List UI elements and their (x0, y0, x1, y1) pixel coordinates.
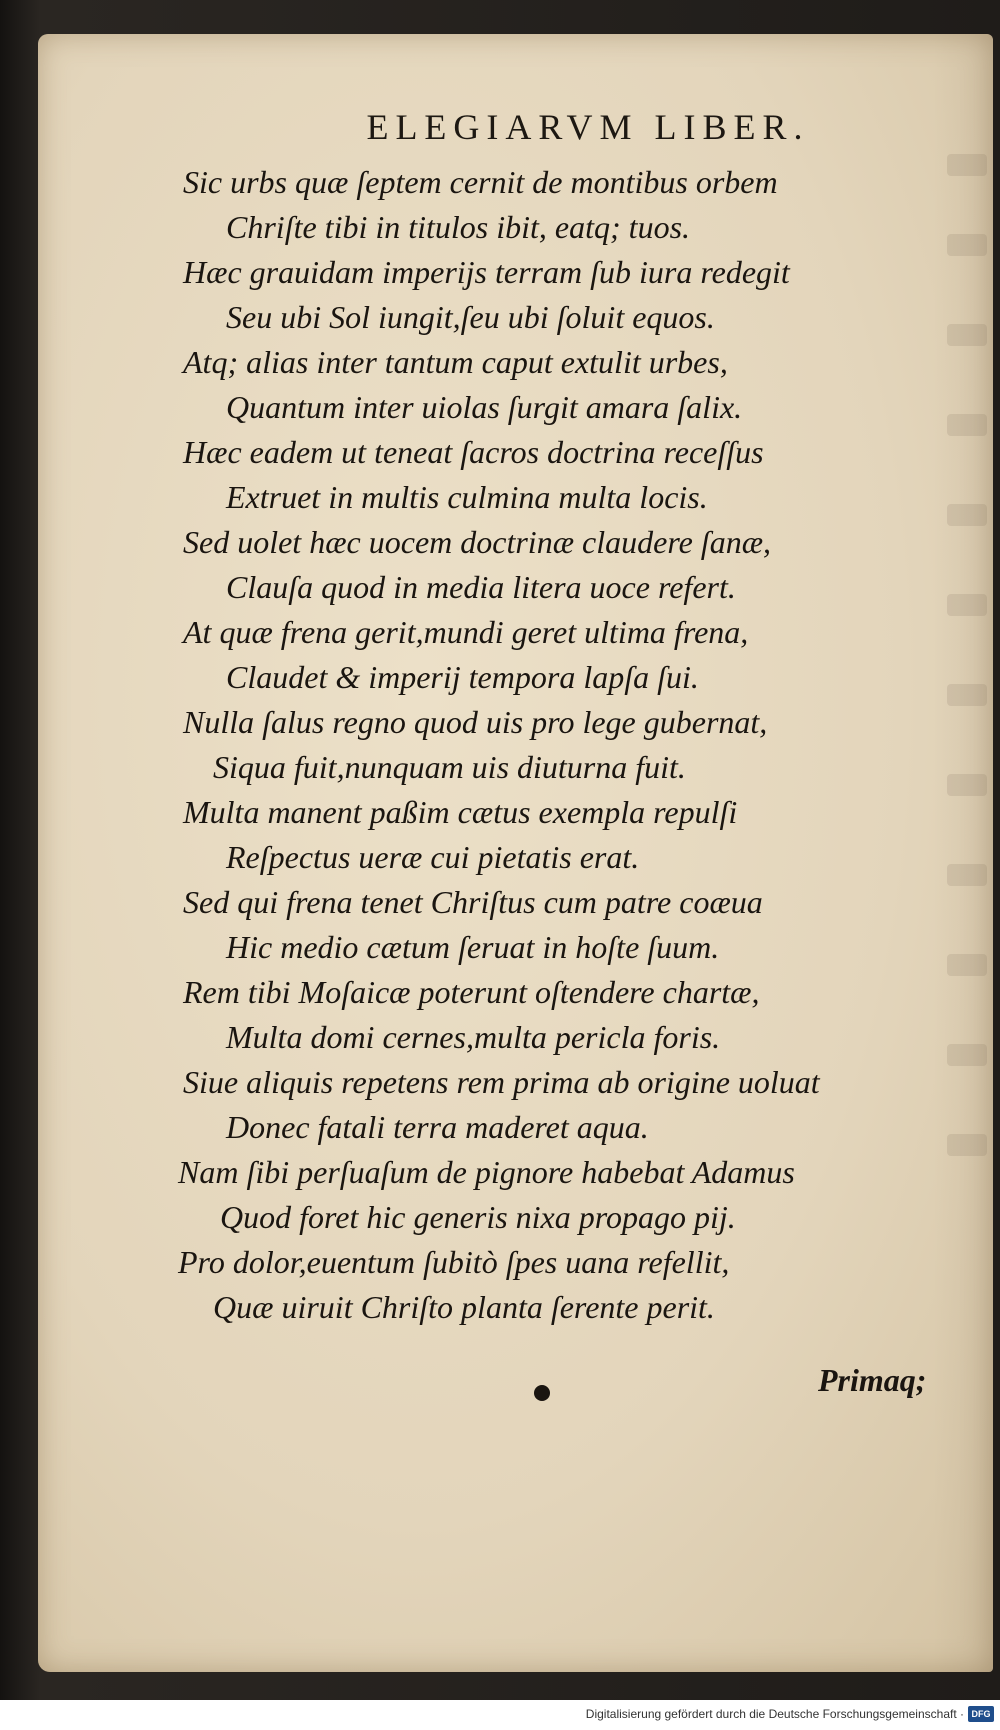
verse-line: Seu ubi Sol iungit,ſeu ubi ſoluit equos. (226, 299, 715, 335)
verse-line: Multa domi cernes,multa pericla foris. (226, 1019, 721, 1055)
verse-line: At quæ frena gerit,mundi geret ultima frena, (183, 614, 749, 650)
verse-line: Multa manent paßim cætus exempla repulſi (183, 794, 738, 830)
digitization-footer (0, 1700, 1000, 1730)
running-head: ELEGIARVM LIBER. (366, 107, 810, 147)
verse-line: Sic urbs quæ ſeptem cernit de montibus orbem (183, 164, 778, 200)
book-page (38, 34, 993, 1672)
verse-line: Pro dolor,euentum ſubitò ſpes uana refellit, (178, 1244, 730, 1280)
verse-line: Clauſa quod in media litera uoce refert. (226, 569, 736, 605)
verse-line: Chriſte tibi in titulos ibit, eatq; tuos. (226, 209, 691, 245)
verse-line: Claudet & imperij tempora lapſa ſui. (226, 659, 699, 695)
verse-line: Quod foret hic generis nixa propago pij. (220, 1199, 736, 1235)
verse-line: Quæ uiruit Chriſto planta ſerente perit. (213, 1289, 715, 1325)
verse-line: Siue aliquis repetens rem prima ab origine uoluat (183, 1064, 820, 1100)
verse-line: Quantum inter uiolas ſurgit amara ſalix. (226, 389, 743, 425)
verse-line: Donec fatali terra maderet aqua. (226, 1109, 649, 1145)
dfg-logo-icon: DFG (968, 1706, 994, 1722)
ink-dot (534, 1385, 550, 1401)
verse-line: Sed qui frena tenet Chriſtus cum patre coæua (183, 884, 763, 920)
catchword: Primaq; (818, 1362, 927, 1398)
verse-line: Atq; alias inter tantum caput extulit urbes, (183, 344, 728, 380)
verse-line: Nulla ſalus regno quod uis pro lege gubernat, (183, 704, 768, 740)
verse-line: Hic medio cætum ſeruat in hoſte ſuum. (226, 929, 720, 965)
verse-line: Sed uolet hæc uocem doctrinæ claudere ſanæ, (183, 524, 772, 560)
verse-line: Hæc grauidam imperijs terram ſub iura redegit (183, 254, 790, 290)
verse-line: Siqua fuit,nunquam uis diuturna fuit. (213, 749, 686, 785)
verse-line: Rem tibi Moſaicæ poterunt oſtendere chartæ, (183, 974, 760, 1010)
footer-credit: Digitalisierung gefördert durch die Deutsche Forschungsgemeinschaft · (585, 1707, 964, 1721)
verse-line: Extruet in multis culmina multa locis. (226, 479, 708, 515)
verse-line: Nam ſibi perſuaſum de pignore habebat Adamus (178, 1154, 795, 1190)
verse-line: Hæc eadem ut teneat ſacros doctrina receſſus (183, 434, 764, 470)
verse-line: Reſpectus ueræ cui pietatis erat. (226, 839, 640, 875)
facing-page-bleed (933, 34, 993, 1672)
